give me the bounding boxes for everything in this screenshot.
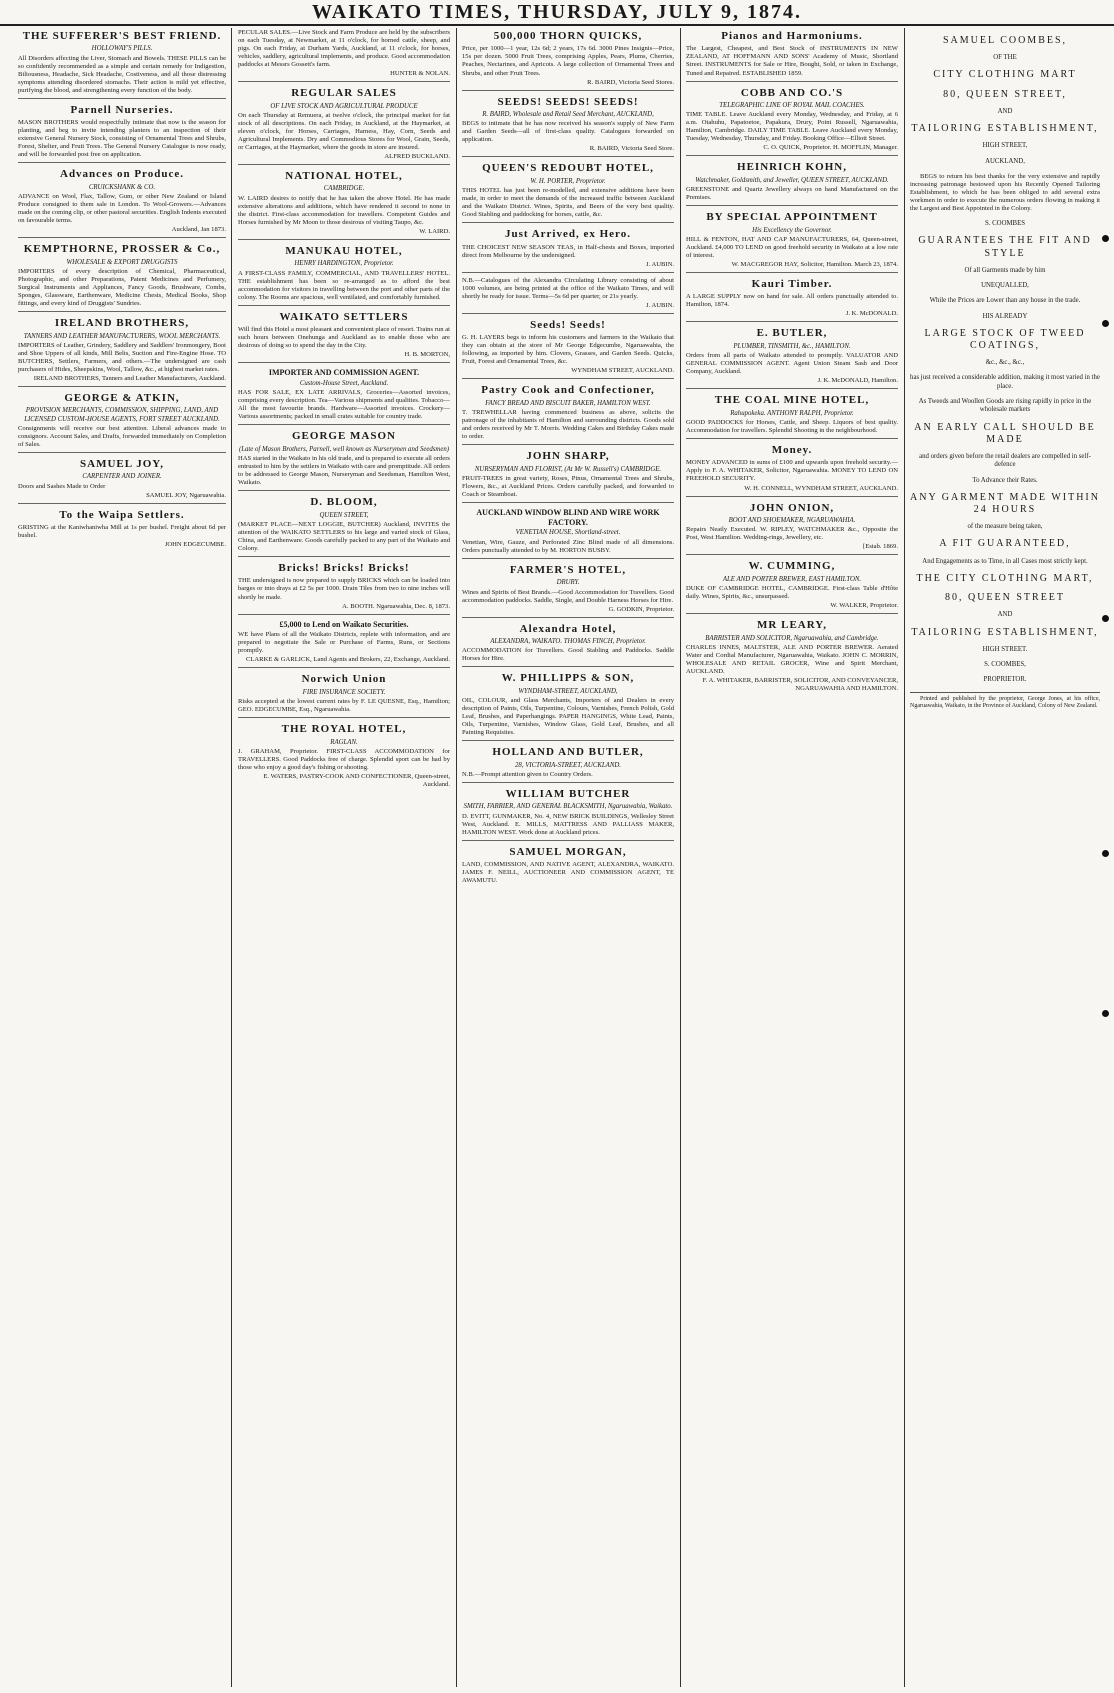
ad-heading: HOLLAND AND BUTLER, (492, 746, 644, 759)
ad-body: Venetian, Wire, Gauze, and Perforated Zinc Blind made of all dimensions. Orders punctually attended to by M. HORTON BUSBY. (462, 538, 674, 554)
advertisement (238, 490, 450, 553)
ad-body: W. LAIRD desires to notify that he has taken the above Hotel. He has made extensive alterations and additions, which have rendered it second to none in the district. First-class accommodation for travellers. Competent Guides and Horses furnished by Mr Moon to those desirous of visiting Taupo, &c. (238, 194, 450, 226)
coombes-body: BEGS to return his best thanks for the very extensive and rapidly increasing patronage bestowed upon his Recently Opened Tailoring Establishment, to which he has been obliged to add several extra workmen in order to execute the numerous orders flowing in making it the Largest and Best Appointed in the Colony. (910, 172, 1100, 212)
advertisement (462, 378, 674, 441)
ad-heading: Bricks! Bricks! Bricks! (278, 562, 410, 575)
ad-signature: HUNTER & NOLAN. (390, 70, 450, 78)
ad-body: CHARLES INNES, MALTSTER, ALE AND PORTER BREWER. Aerated Water and Cordial Manufacturer, Ngaruawahia, Waikato. JOHN C. MORRIN, WHOLESALE AND RETAIL GROCER, Wine and Spirit Merchant, AUCKLAND. (686, 643, 898, 675)
column-4 (686, 28, 898, 696)
ad-subheading: ALEXANDRA, WAIKATO. THOMAS FINCH, Proprietor. (490, 638, 646, 645)
ad-heading: Parnell Nurseries. (70, 103, 174, 116)
ad-body: GOOD PADDOCKS for Horses, Cattle, and Sheep. Liquors of best quality. Accommodation for travellers. Splendid Shooting in the neighbourhood. (686, 418, 898, 434)
coombes-line: While the Prices are Lower than any house in the trade. (929, 297, 1081, 305)
coombes-line: HIGH STREET, (982, 142, 1028, 150)
ad-signature: A. BOOTH. Ngaruawahia, Dec. 8, 1873. (342, 602, 450, 610)
ad-body: MASON BROTHERS would respectfully intimate that now is the season for planting, and beg to invite intending planters to an inspection of their extensive General Nursery Stock, consisting of Ornamental Trees and Shrubs, Forest, Shelter, and Fruit Trees. The General Nursery Catalogue is now ready, and will be forwarded post free on application. (18, 119, 226, 159)
column-rule (231, 28, 232, 1687)
coombes-line: ANY GARMENT MADE WITHIN 24 HOURS (910, 491, 1100, 515)
ad-subheading: BOOT AND SHOEMAKER, NGARUAWAHIA. (728, 516, 856, 524)
coombes-line: TAILORING ESTABLISHMENT, (911, 626, 1099, 638)
ad-subheading: Custom-House Street, Auckland. (299, 380, 389, 387)
ad-heading: IRELAND BROTHERS, (54, 317, 190, 330)
advertisement (462, 222, 674, 269)
ad-subheading: 28, VICTORIA-STREET, AUCKLAND. (515, 761, 621, 769)
advertisement (18, 452, 226, 500)
column-3 (462, 28, 674, 888)
ad-signature: WYNDHAM STREET, AUCKLAND. (571, 367, 674, 375)
ad-body: GRISTING at the Kaniwhaniwha Mill at 1s per bushel. Freight about 6d per bushel. (18, 524, 226, 540)
ad-body: On each Thursday at Remuera, at twelve o'clock, the principal market for fat stock of all descriptions. On each Friday, in Auckland, at the Haymarket, at eleven o'clock, for Horses, Carriages, Harness, Hay, Corn, Seeds and Agricultural Implements. Dry and Commodious Stores for Wool, Grain, Seeds, or Carriages, at the Haymarket, where the goods in store are insured. (238, 111, 450, 151)
ad-body: IMPORTERS of Leather, Grindery, Saddlery and Saddlers' Ironmongery, Boot and Shoe Uppers of all kinds, Mill Belts, Suction and Fire-Engine Hose. TO BUTCHERS, Settlers, Farmers, and others.—The undersigned are cash purchasers of Hides, Sheepskins, Wool, Tallow, &c., at highest market rates. (18, 341, 226, 373)
ad-signature: J. AUBIN. (645, 260, 674, 268)
advertisement (686, 388, 898, 435)
masthead-title: WAIKATO TIMES, THURSDAY, JULY 9, 1874. (311, 1, 802, 23)
advertisement (686, 30, 898, 78)
ad-subheading: FANCY BREAD AND BISCUIT BAKER, HAMILTON WEST. (485, 399, 651, 407)
ad-subheading: CARPENTER AND JOINER. (82, 473, 162, 481)
coombes-line: 80, QUEEN STREET, (943, 88, 1067, 100)
ad-body: Repairs Neatly Executed. W. RIPLEY, WATCHMAKER &c., Opposite the Post, West Hamilton. Wedding-rings, Jewellery, etc. (686, 526, 898, 542)
ad-heading: QUEEN'S REDOUBT HOTEL, (482, 162, 654, 175)
ad-heading: MANUKAU HOTEL, (285, 244, 403, 257)
ad-subheading: QUEEN STREET, (319, 511, 369, 519)
advertisement (18, 162, 226, 234)
ad-heading: Just Arrived, ex Hero. (505, 228, 631, 241)
ad-body: (MARKET PLACE—NEXT LOGGIE, BUTCHER) Auckland, INVITES the attention of the WAIKATO SETTLERS to his large and varied stock of Glass, China, and Earthenware. Goods carefully packed to any part of the Waikato and Colony. (238, 520, 450, 552)
advertisement (238, 667, 450, 714)
coombes-line: AND (997, 107, 1013, 115)
margin-bullet (1102, 235, 1109, 242)
advertisement (462, 782, 674, 837)
ad-heading: SEEDS! SEEDS! SEEDS! (497, 95, 639, 108)
ad-subheading: BARRISTER AND SOLICITOR, Ngaruawahia, and Cambridge. (705, 634, 879, 642)
ad-heading: W. PHILLIPPS & SON, (501, 672, 635, 685)
ad-heading: SAMUEL MORGAN, (509, 845, 627, 858)
ad-subheading: WYNDHAM-STREET, AUCKLAND, (518, 687, 618, 695)
ad-body: TIME TABLE. Leave Auckland every Monday, Wednesday, and Friday, at 6 a.m. Otahuhu, Papatoetoe, Papakura, Drury, Point Russell, Ngaruawahia, Hamilton, Cambridge. DAILY TIME TABLE. Leave Auckland every Monday, Tuesday, Wednesday, Thursday, and Friday. Booking Office—Elliott Street. (686, 111, 898, 143)
ad-signature: Auckland, Jan 1873. (171, 226, 226, 234)
advertisement (462, 740, 674, 779)
advertisement (18, 386, 226, 449)
column-2 (238, 28, 450, 792)
advertisement (238, 556, 450, 611)
ad-subheading: CRUICKSHANK & CO. (88, 183, 156, 191)
ad-heading: D. BLOOM, (310, 496, 378, 509)
ad-body: THE CHOICEST NEW SEASON TEAS, in Half-chests and Boxes, imported direct from Melbourne by the undersigned. (462, 243, 674, 259)
advertisement (18, 98, 226, 160)
ad-signature: H. B. MORTON, (404, 351, 450, 359)
ad-subheading: W. H. PORTER, Proprietor. (530, 177, 606, 185)
ad-subheading: His Excellency the Governor. (752, 226, 832, 234)
ad-heading: WILLIAM BUTCHER (505, 787, 631, 800)
advertisement (18, 30, 226, 95)
ad-heading: COBB AND CO.'S (740, 86, 844, 99)
coombes-line: PROPRIETOR. (983, 676, 1027, 684)
column-rule (904, 28, 905, 1687)
coombes-line: of the measure being taken, (967, 523, 1043, 531)
coombes-line: THE CITY CLOTHING MART, (916, 572, 1094, 584)
ad-body: Consignments will receive our best attention. Liberal advances made to consignors. Account Sales, and Drafts, forwarded immediately on Completion of Sales. (18, 424, 226, 448)
advertisement (686, 613, 898, 693)
ad-heading: IMPORTER AND COMMISSION AGENT. (268, 368, 420, 378)
ad-body: MONEY ADVANCED in sums of £100 and upwards upon freehold security.—Apply to F. A. WHITAKER, Solicitor, Ngaruawahia. MONEY TO LEND ON FREEHOLD SECURITY. (686, 459, 898, 483)
advertisement (18, 503, 226, 550)
advertisement (238, 81, 450, 161)
coombes-line: AND (997, 611, 1013, 619)
ad-body: N.B.—Catalogues of the Alexandra Circulating Library consisting of about 1000 volumes, are being printed at the office of the Waikato Times, and will shortly be ready for issue. Terms—5s 6d per quarter, or 21s yearly. (462, 276, 674, 300)
ad-signature: J. AUBIN. (645, 301, 674, 309)
ad-heading: E. BUTLER, (756, 327, 828, 340)
advertisement (462, 558, 674, 614)
ad-subheading: HOLLOWAY'S PILLS. (91, 45, 153, 53)
ad-signature: ALFRED BUCKLAND. (384, 153, 450, 161)
coombes-line: &c., &c., &c., (985, 359, 1025, 367)
ad-subheading: CAMBRIDGE. (323, 185, 365, 193)
ad-body: N.B.—Prompt attention given to Country Orders. (462, 770, 593, 778)
ad-signature: G. GODKIN, Proprietor. (608, 605, 674, 613)
ad-body: Risks accepted at the lowest current rates by F. LE QUESNE, Esq., Hamilton; GEO. EDGECUMBE, Esq., Ngaruawahia. (238, 698, 450, 714)
ad-heading: FARMER'S HOTEL, (509, 563, 627, 576)
ad-signature: R. BAIRD, Victoria Seed Stores. (587, 78, 674, 86)
coombes-line: To Advance their Rates. (972, 476, 1038, 484)
ad-signature: F. A. WHITAKER, BARRISTER, SOLICITOR, AND CONVEYANCER, NGARUAWAHIA AND HAMILTON. (702, 676, 898, 692)
advertisement (462, 617, 674, 664)
ad-subheading: HENRY HARDINGTON, Proprietor. (294, 260, 394, 268)
ad-heading: 500,000 THORN QUICKS, (493, 30, 643, 42)
ad-heading: Money. (771, 444, 813, 456)
margin-bullet (1102, 850, 1109, 857)
advertisement (462, 156, 674, 219)
ad-subheading: Rahupokeka. ANTHONY RALPH, Proprietor. (730, 409, 854, 417)
ad-body: HAS FOR SALE, EX LATE ARRIVALS, Groceries—Assorted invoices, comprising every description. Tea—Various shipments and qualities. Tobacco—All the most favourite brands. Hardware—Assorted invoices. Crockery—Various assortments; packed in small crates suitable for country trade. (238, 389, 450, 421)
ad-heading: To the Waipa Settlers. (59, 508, 185, 521)
advertisement (238, 305, 450, 360)
advertisement (686, 205, 898, 269)
ad-body: THE undersigned is now prepared to supply BRICKS which can be loaded into barges or into drays at £2 5s per 1000. Drain Tiles from two to nine inches will shortly be made. (238, 577, 450, 601)
advertisement (462, 502, 674, 555)
ad-body: ADVANCE on Wool, Flax, Tallow, Gum, or other New Zealand or Island Produce consigned to them sale in London. To Wool-Growers.—Advances made on the coming clip, or other pastoral securities. English Indents executed on favourable terms. (18, 193, 226, 225)
ad-body: LAND, COMMISSION, AND NATIVE AGENT, ALEXANDRA, WAIKATO. JAMES F. NEILL, AUCTIONEER AND COMMISSION AGENT, TE AWAMUTU. (462, 861, 674, 885)
ad-heading: SAMUEL JOY, (80, 458, 164, 470)
column-1 (18, 28, 226, 552)
coombes-line: SAMUEL COOMBES, (942, 35, 1068, 46)
ad-body: A FIRST-CLASS FAMILY, COMMERCIAL, AND TRAVELLERS' HOTEL. THE establishment has been so re-arranged as to afford the best accommodation for visitors in travelling between the port and other parts of the colony. The Rooms are spacious, well ventilated, and comfortably furnished. (238, 269, 450, 301)
coombes-line: S. COOMBES (984, 220, 1026, 228)
ad-heading: Advances on Produce. (60, 168, 184, 181)
ad-body: Orders from all parts of Waikato attended to promptly. VALUATOR AND GENERAL COMMISSION AGENT. Agent Union Steam Sash and Door Company, Auckland. (686, 352, 898, 376)
ad-heading: KEMPTHORNE, PROSSER & Co., (23, 243, 221, 256)
ad-heading: NATIONAL HOTEL, (285, 170, 403, 183)
ad-subheading: ALE AND PORTER BREWER, EAST HAMILTON. (722, 575, 862, 583)
ad-body: DUKE OF CAMBRIDGE HOTEL, CAMBRIDGE. First-class Table d'Hôte daily. Wines, Spirits, &c., unsurpassed. (686, 585, 898, 601)
coombes-line: A FIT GUARANTEED, (939, 538, 1071, 550)
advertisement (686, 81, 898, 153)
ad-signature: W. H. CONNELL, WYNDHAM STREET, AUCKLAND. (744, 484, 898, 492)
ad-heading: GEORGE & ATKIN, (64, 391, 180, 404)
ad-body: Price, per 1000—1 year, 12s 6d; 2 years, 17s 6d. 3000 Pines Insignis—Price, 15s per dozen. 5000 Fruit Trees, comprising Apples, Pears, Plums, Cherries, Peaches, Nectarines, and Apricots. A large collection of Ornamental Trees and Shrubs, and other Fruit Trees. (462, 45, 674, 77)
ad-body: FRUIT-TREES in great variety, Roses, Pinus, Ornamental Trees and Shrubs, Flowers, &c., at Auckland Prices. Orders carefully packed, and forwarded to Coach or Steamboat. (462, 474, 674, 498)
ad-body: HAS started in the Waikato in his old trade, and is prepared to execute all orders entrusted to him by the settlers in Waikato with care and promptitude. All orders to be addressed to George Mason, Nurseryman and Seedsman, Hamilton West, Waikato. (238, 455, 450, 487)
margin-bullet (1102, 320, 1109, 327)
ad-heading: Pastry Cook and Confectioner, (481, 384, 655, 397)
advertisement (238, 239, 450, 302)
coombes-line: UNEQUALLED, (981, 281, 1029, 289)
ad-heading: MR LEARY, (757, 619, 827, 632)
ad-signature: W. LAIRD. (419, 227, 450, 235)
coombes-line: CITY CLOTHING MART (933, 69, 1077, 81)
ad-body: J. GRAHAM, Proprietor. FIRST-CLASS ACCOMMODATION for TRAVELLERS. Good Paddocks free of charge. Splendid sport can be had by those who enjoy a good day's fishing or shooting. (238, 747, 450, 771)
column-5-coombes-advert (910, 28, 1100, 711)
ad-heading: Kauri Timber. (751, 277, 833, 290)
margin-bullet (1102, 615, 1109, 622)
advertisement (238, 164, 450, 236)
coombes-line: HIS ALREADY (982, 312, 1028, 320)
ad-subheading: PROVISION MERCHANTS, COMMISSION, SHIPPING, LAND, AND LICENSED CUSTOM-HOUSE AGENTS, FORT STREET AUCKLAND. (24, 407, 220, 423)
ad-subheading: TELEGRAPHIC LINE OF ROYAL MAIL COACHES. (719, 101, 865, 109)
ad-heading: Alexandra Hotel, (519, 622, 617, 635)
coombes-line: As Tweeds and Woollen Goods are rising rapidly in price in the wholesale markets (918, 398, 1092, 414)
ad-body: D. EVITT, GUNMAKER, No. 4, NEW BRICK BUILDINGS, Wellesley Street West, Auckland. E. MILLS, MATTRESS AND PALLIASS MAKER, HAMILTON WEST. Work done at Auckland prices. (462, 812, 674, 836)
column-rule (680, 28, 681, 1687)
ad-signature: IRELAND BROTHERS, Tanners and Leather Manufacturers, Auckland. (33, 374, 226, 382)
advertisement (238, 614, 450, 665)
ad-signature: C. O. QUICK, Proprietor. H. MOFFLIN, Manager. (763, 144, 898, 152)
ad-subheading: NURSERYMAN AND FLORIST, (At Mr W. Russell's) CAMBRIDGE. (474, 465, 662, 473)
ad-heading: Pianos and Harmoniums. (721, 30, 863, 42)
ad-heading: £5,000 to Lend on Waikato Securities. (279, 619, 409, 629)
ad-body: HILL & FENTON, HAT AND CAP MANUFACTURERS, 64, Queen-street, Auckland. £4,000 TO LEND on good freehold security in Waikato at a low rate of interest. (686, 235, 898, 259)
ad-signature: W. MACGREGOR HAY, Solicitor, Hamilton. March 23, 1874. (731, 260, 898, 268)
ad-subheading: TANNERS AND LEATHER MANUFACTURERS, WOOL MERCHANTS. (23, 332, 221, 340)
ad-heading: REGULAR SALES (291, 87, 397, 100)
advertisement (18, 237, 226, 308)
coombes-line: has just received a considerable addition, making it most varied in the place. (910, 374, 1100, 390)
advertisement (686, 554, 898, 610)
ad-subheading: SMITH, FARRIER, AND GENERAL BLACKSMITH, Ngaruawahia, Waikato. (463, 803, 673, 811)
advertisement (238, 362, 450, 421)
ad-body: Will find this Hotel a most pleasant and convenient place of resort. Trains run at such hours between Onehunga and Auckland as to enable those who are desirous of doing so to spend the day in the City. (238, 326, 450, 350)
advertisement (238, 424, 450, 487)
advertisement (18, 311, 226, 383)
coombes-line: and orders given before the retail dealers are compelled in self-defence (919, 452, 1091, 469)
advertisement (238, 29, 450, 78)
ad-subheading: WHOLESALE & EXPORT DRUGGISTS (66, 258, 178, 266)
ad-body: All Disorders affecting the Liver, Stomach and Bowels. THESE PILLS can be so confidently recommended as a simple and certain remedy for Indigestion, Biliousness, Headache, Sick Headache, Costiveness, and all those distressing symptoms attending disordered stomachs. Their action is mild yet effective, purifying the blood, and strengthening every function of the body. (18, 54, 226, 94)
advertisement (686, 155, 898, 202)
ad-heading: WAIKATO SETTLERS (279, 310, 409, 323)
coombes-line: OF THE (993, 54, 1017, 62)
advertisement (686, 438, 898, 493)
ad-heading: THE SUFFERER'S BEST FRIEND. (22, 30, 222, 42)
ad-signature: CLARKE & GARLICK, Land Agents and Brokers, 22, Exchange, Auckland. (245, 656, 450, 664)
advertisement (462, 30, 674, 87)
advertisement (462, 313, 674, 376)
ad-signature: E. WATERS, PASTRY-COOK AND CONFECTIONER, Queen-street, Auckland. (263, 772, 450, 788)
ad-subheading: (Late of Mason Brothers, Parnell, well known as Nurserymen and Seedsmen) (238, 445, 450, 453)
coombes-line: S. COOMBES, (984, 661, 1026, 669)
ad-signature: W. WALKER, Proprietor. (830, 602, 898, 610)
ad-heading: JOHN ONION, (749, 501, 835, 514)
coombes-line: LARGE STOCK OF TWEED COATINGS, (924, 327, 1086, 351)
coombes-line: 80, QUEEN STREET (944, 592, 1066, 604)
ad-heading: W. CUMMING, (748, 560, 836, 573)
ad-signature: J. K. McDONALD, Hamilton. (817, 377, 898, 385)
ad-signature: SAMUEL JOY, Ngaruawahia. (146, 491, 226, 499)
ad-body: IMPORTERS of every description of Chemical, Pharmaceutical, Photographic, and other Preparations, Patent Medicines and Perfumery, Surgical Instruments and Appliances, Fancy Goods, Brushware, Combs, Sponges, Glassware, Earthenware, Medicine Chests, Medical Books, Shop fittings, and every kind of Druggists' Sundries. (18, 267, 226, 308)
ad-heading: THE COAL MINE HOTEL, (714, 394, 870, 407)
advertisement (462, 444, 674, 499)
ad-body: OIL, COLOUR, and Glass Merchants, Importers of and Dealers in every description of Paints, Oils, Turpentine, Colours, Varnishes, French Polish, Gold Leaf, Brushes, and Paperhangings. PAPER HANGINGS, White Lead, Paints, Oils, Turpentine, Varnishes, Window Glass, Gold Leaf, Brushes, and all Painting Requisites. (462, 697, 674, 737)
ad-heading: Seeds! Seeds! (530, 318, 606, 331)
ad-subheading: Watchmaker, Goldsmith, and Jeweller, QUEEN STREET, AUCKLAND. (695, 176, 889, 184)
ad-subheading: OF LIVE STOCK AND AGRICULTURAL PRODUCE (270, 102, 418, 110)
ad-heading: AUCKLAND WINDOW BLIND AND WIRE WORK FACTORY. (476, 507, 660, 527)
ad-body: A LARGE SUPPLY now on hand for sale. All orders punctually attended to. Hamilton, 1874. (686, 293, 898, 309)
advertisement (686, 496, 898, 552)
ad-body: ACCOMMODATION for Travellers. Good Stabling and Paddocks. Saddle Horses for Hire. (462, 647, 674, 663)
margin-bullet (1102, 1010, 1109, 1017)
advertisement (238, 717, 450, 789)
advertisement (686, 321, 898, 385)
ad-signature: [Estab. 1869. (863, 543, 898, 551)
ad-body: WE have Plans of all the Waikato Districts, replete with information, and are prepared to negotiate the Sale or Purchase of Farms, Runs, or Sections promptly. (238, 631, 450, 655)
ad-signature: R. BAIRD, Victoria Seed Store. (589, 145, 674, 153)
advertisement (462, 666, 674, 737)
ad-body: GREENSTONE and Quartz Jewellery always on hand Manufactured on the Premises. (686, 186, 898, 202)
ad-heading: THE ROYAL HOTEL, (281, 723, 407, 736)
ad-body: G. H. LAYERS begs to inform his customers and farmers in the Waikato that they can obtain at the store of Mr George Edgecumbe, Ngaruawahia, the following, as imported by him. Clovers, Grasses, and Garden Seeds. Quicks, Fruit, Forest and Ornamental Trees, &c. (462, 334, 674, 366)
ad-heading: HEINRICH KOHN, (737, 161, 847, 174)
advertisement (462, 840, 674, 886)
ad-subheading: PLUMBER, TINSMITH, &c., HAMILTON. (733, 342, 851, 350)
ad-body: T. TREWHELLAR having commenced business as above, solicits the patronage of the inhabitants of Hamilton and surrounding districts. Goods sold and orders received by Mr T. Morris. Wedding Cakes and Birthday Cakes made to order. (462, 409, 674, 441)
coombes-line: And Engagements as to Time, in all Cases most strictly kept. (922, 557, 1088, 565)
ad-body: BEGS to intimate that he has now received his season's supply of New Farm and Garden Seeds—all of first-class quality. Catalogues forwarded on application. (462, 120, 674, 144)
coombes-line: TAILORING ESTABLISHMENT, (911, 123, 1099, 135)
ad-heading: JOHN SHARP, (526, 450, 610, 463)
ad-body: Wines and Spirits of Best Brands.—Good Accommodation for Travellers. Good accommodation paddocks. Saddle, Single, and Double Harness Horses for Hire. (462, 588, 674, 604)
ad-subheading: R. BAIRD, Wholesale and Retail Seed Merchant, AUCKLAND, (482, 110, 654, 118)
ad-subheading: FIRE INSURANCE SOCIETY. (302, 688, 386, 696)
ad-body: The Largest, Cheapest, and Best Stock of INSTRUMENTS IN NEW ZEALAND, AT HOFFMANN AND SONS' Academy of Music, Shortland Street. INSTRUMENTS for Sale or Hire, Bought, Sold, or taken in Exchange, Tuned and Repaired. ESTABLISHED 1859. (686, 45, 898, 77)
ad-signature: J. K. McDONALD. (845, 310, 898, 318)
ad-signature: JOHN EDGECUMBE. (164, 541, 226, 549)
ad-subheading: RAGLAN. (330, 738, 358, 746)
coombes-line: AN EARLY CALL SHOULD BE MADE (914, 421, 1096, 445)
ad-heading: Norwich Union (301, 673, 387, 686)
coombes-line: GUARANTEES THE FIT AND STYLE (918, 235, 1092, 259)
ad-body: PECULAR SALES.—Live Stock and Farm Produce are held by the subscribers on each Tuesday, at Newmarket, at 11 o'clock, for horned cattle, sheep, and pigs. On each Friday, at Durham Yards, Auckland, at 11 o'clock, for horses, vehicles, saddlery, agricultural implements, and produce. Good accommodation paddocks at Messrs Gossett's farm. (238, 29, 450, 69)
masthead (0, 0, 1114, 26)
ad-heading: GEORGE MASON (292, 430, 396, 443)
advertisement (462, 272, 674, 310)
advertisement (462, 90, 674, 154)
ad-subheading: DRURY. (556, 579, 580, 587)
ad-subheading: VENETIAN HOUSE, Shortland-street. (515, 529, 621, 537)
column-rule (456, 28, 457, 1687)
ad-body: THIS HOTEL has just been re-modelled, and extensive additions have been made, in order to meet the demands of the increased traffic between Auckland and the Waikato District. Wines, Spirits, and Beers of the very best quality. Good Stabling and paddocking for horses, cattle, &c. (462, 187, 674, 219)
ad-body: Doors and Sashes Made to Order (18, 482, 106, 490)
advertisement (686, 272, 898, 319)
imprint: Printed and published by the proprietor, George Jones, at his office, Ngaruawahia, Waikato, in the Province of Auckland, Colony of New Zealand. (910, 692, 1100, 711)
coombes-line: HIGH STREET. (982, 645, 1028, 653)
coombes-line: Of all Garments made by him (964, 266, 1046, 274)
coombes-line: AUCKLAND, (985, 157, 1025, 165)
ad-heading: BY SPECIAL APPOINTMENT (706, 211, 878, 224)
